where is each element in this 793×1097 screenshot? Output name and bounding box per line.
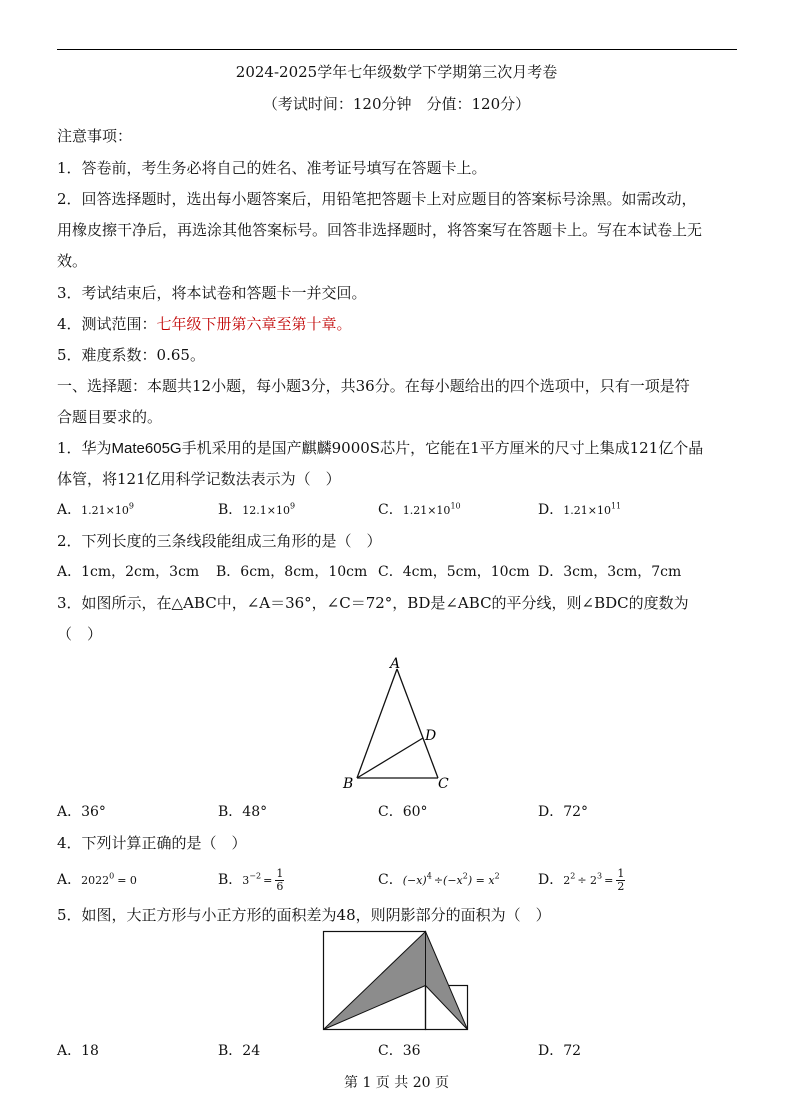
option-label: D． (538, 872, 564, 888)
q5-option-a[interactable]: A．18 (57, 1043, 99, 1059)
test-scope-value: 七年级下册第六章至第十章。 (156, 315, 352, 333)
difficulty: 5．难度系数：0.65。 (57, 346, 205, 364)
page-footer: 第 1 页 共 20 页 (344, 1075, 449, 1091)
q4-c-exp1: 4 (426, 871, 432, 881)
label-d: D (425, 728, 437, 744)
notice-item: 1．答卷前，考生务必将自己的姓名、准考证号填写在答题卡上。 (57, 159, 487, 177)
denominator: 6 (276, 879, 284, 893)
q1-option-a[interactable] (57, 500, 134, 521)
q4-c-lhs: (−x) (402, 874, 427, 887)
label-b: B (343, 776, 354, 792)
question-4-stem: 4．下列计算正确的是（ ） (57, 834, 247, 852)
q4-c-mid: ÷(−x (433, 874, 463, 887)
label-a: A (390, 656, 401, 672)
q1-phone-model: Mate605G (111, 440, 182, 457)
option-label: C． (378, 872, 403, 888)
question-3-stem-cont: （ ） (57, 625, 103, 643)
section-heading: 一、选择题：本题共12小题，每小题3分，共36分。在每小题给出的四个选项中，只有一项是符 (57, 377, 690, 395)
page-title: 2024-2025学年七年级数学下学期第三次月考卷 (235, 63, 558, 81)
shaded-right (426, 932, 468, 1030)
q1-chip-model: 9000S (331, 439, 381, 457)
test-scope (57, 314, 352, 334)
q3-option-a[interactable]: A．36° (57, 804, 106, 820)
numerator: 1 (276, 866, 284, 880)
notice-heading: 注意事项： (57, 127, 133, 145)
numerator: 1 (617, 866, 625, 880)
q1-text: 1．华为 (57, 439, 112, 457)
question-1-stem (57, 438, 703, 459)
question-5-stem: 5．如图，大正方形与小正方形的面积差为48，则阴影部分的面积为（ ） (57, 906, 551, 924)
q4-c-rhs: ) = x (467, 874, 495, 887)
q3-option-b[interactable]: B．48° (218, 804, 268, 820)
notice-item: 用橡皮擦干净后，再选涂其他答案标号。回答非选择题时，将答案写在答题卡上。写在本试卷上无 (57, 221, 703, 239)
option-label: D． (538, 502, 564, 518)
q1-c-exp: 10 (450, 501, 461, 511)
section-heading-cont: 合题目要求的。 (57, 408, 163, 426)
q4-d-op: ÷ 2 (577, 874, 598, 887)
q4-option-a[interactable] (57, 870, 137, 891)
option-label: A． (57, 502, 82, 518)
q4-a-base: 2022 (81, 874, 110, 887)
q1-option-b[interactable] (218, 500, 295, 521)
q4-d-exp2: 3 (597, 871, 603, 881)
q1-text: 芯片，它能在1平方厘米的尺寸上集成121亿个晶 (380, 439, 704, 457)
bisector-bd (357, 738, 423, 778)
label-c: C (438, 776, 449, 792)
q1-c-base: 1.21×10 (402, 504, 451, 517)
notice-item: 3．考试结束后，将本试卷和答题卡一并交回。 (57, 284, 367, 302)
option-label: B． (218, 502, 243, 518)
q5-option-b[interactable]: B．24 (218, 1043, 261, 1059)
option-label: A． (57, 872, 82, 888)
q5-option-d[interactable]: D．72 (538, 1043, 582, 1059)
question-2-stem: 2．下列长度的三条线段能组成三角形的是（ ） (57, 532, 382, 550)
test-scope-label: 4．测试范围： (57, 315, 157, 333)
q4-b-base: 3 (242, 874, 250, 887)
question-1-stem-cont: 体管，将121亿用科学记数法表示为（ ） (57, 470, 341, 488)
denominator: 2 (617, 879, 625, 893)
notice-item: 2．回答选择题时，选出每小题答案后，用铅笔把答题卡上对应题目的答案标号涂黑。如需改动， (57, 190, 697, 208)
q4-c-exp3: 2 (494, 871, 500, 881)
q5-option-c[interactable]: C．36 (378, 1043, 421, 1059)
exam-info: （考试时间：120分钟 分值：120分） (262, 95, 531, 113)
q1-option-d[interactable] (538, 500, 621, 521)
q4-a-rhs: = 0 (117, 874, 137, 887)
triangle-figure (330, 652, 460, 792)
q4-d-eq: = (604, 874, 614, 887)
q3-option-c[interactable]: C．60° (378, 804, 428, 820)
q4-b-eq: = (263, 874, 273, 887)
q4-c-exp2: 2 (462, 871, 468, 881)
option-label: B． (218, 872, 243, 888)
header-rule (57, 49, 737, 50)
q1-d-exp: 11 (610, 501, 622, 511)
notice-item: 效。 (57, 252, 88, 270)
q4-option-b[interactable] (218, 862, 285, 899)
q4-b-fraction (275, 868, 284, 893)
side-ac (397, 669, 438, 778)
q2-option-b[interactable]: B．6cm，8cm，10cm (216, 564, 368, 580)
q1-b-exp: 9 (290, 501, 296, 511)
q2-option-a[interactable]: A．1cm，2cm，3cm (57, 564, 200, 580)
shaded-left (324, 932, 426, 1030)
q2-option-d[interactable]: D．3cm，3cm，7cm (538, 564, 682, 580)
q1-a-exp: 9 (128, 501, 134, 511)
q4-option-d[interactable] (538, 862, 626, 899)
q1-d-base: 1.21×10 (563, 504, 611, 517)
q1-option-c[interactable] (378, 500, 461, 521)
q4-b-exp: −2 (249, 871, 262, 881)
q4-a-exp: 0 (109, 871, 115, 881)
q1-b-base: 12.1×10 (242, 504, 291, 517)
side-ab (357, 669, 397, 778)
option-label: C． (378, 502, 403, 518)
q3-option-d[interactable]: D．72° (538, 804, 589, 820)
q2-option-c[interactable]: C．4cm，5cm，10cm (378, 564, 530, 580)
q1-a-base: 1.21×10 (81, 504, 129, 517)
q4-option-c[interactable] (378, 870, 500, 891)
squares-figure (320, 928, 472, 1032)
q4-d-exp1: 2 (570, 871, 576, 881)
q1-text: 手机采用的是国产麒麟 (181, 439, 332, 457)
q4-d-base1: 2 (563, 874, 571, 887)
question-3-stem: 3．如图所示，在△ABC中，∠A＝36°，∠C＝72°，BD是∠ABC的平分线，则∠BDC的度数为 (57, 594, 689, 612)
q4-d-fraction (616, 868, 625, 893)
